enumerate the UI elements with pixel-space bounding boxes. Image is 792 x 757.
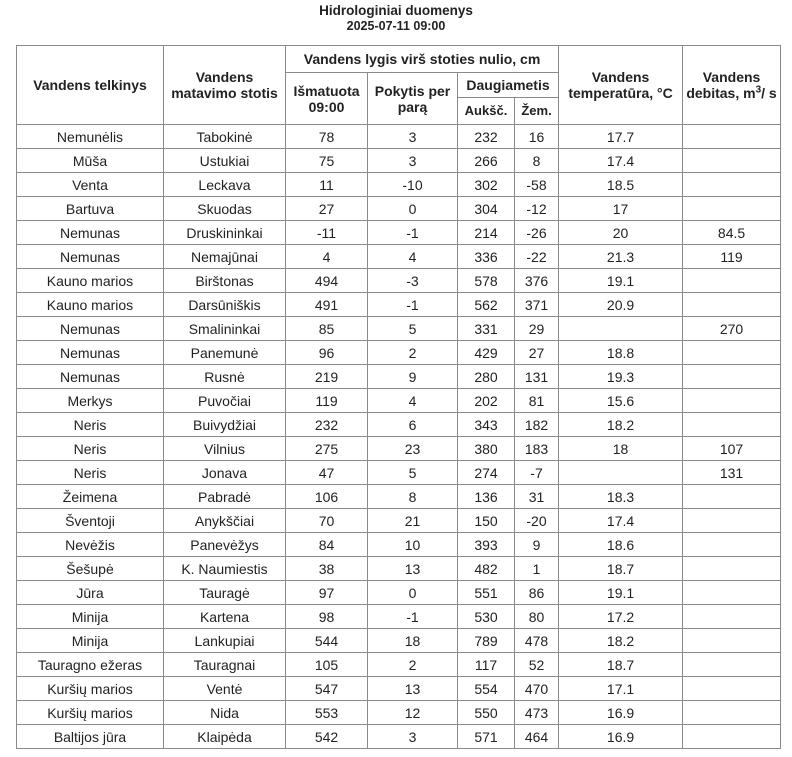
longterm-high-cell: 343 (458, 413, 515, 437)
discharge-cell (683, 413, 781, 437)
table-row (17, 725, 781, 749)
measured-level-cell: 542 (286, 725, 368, 749)
longterm-high-cell: 530 (458, 605, 515, 629)
header-discharge-sup: 3 (755, 84, 762, 96)
discharge-cell (683, 293, 781, 317)
temperature-cell: 18.6 (559, 533, 683, 557)
table-row (17, 485, 781, 509)
station-cell: Rusnė (164, 365, 286, 389)
temperature-cell: 18.8 (559, 341, 683, 365)
discharge-cell (683, 197, 781, 221)
longterm-low-cell: 131 (515, 365, 559, 389)
station-cell: Anykščiai (164, 509, 286, 533)
measured-level-cell: 547 (286, 677, 368, 701)
measured-level-cell: 106 (286, 485, 368, 509)
station-cell: Tabokinė (164, 125, 286, 149)
longterm-high-cell: 117 (458, 653, 515, 677)
measured-level-cell: 494 (286, 269, 368, 293)
longterm-high-cell: 562 (458, 293, 515, 317)
water-body-cell: Kauno marios (17, 269, 164, 293)
header-level-group: Vandens lygis virš stoties nulio, cm (286, 46, 559, 73)
station-cell: Smalininkai (164, 317, 286, 341)
level-change-cell: 18 (368, 629, 458, 653)
table-row (17, 605, 781, 629)
table-row (17, 581, 781, 605)
level-change-cell: 5 (368, 461, 458, 485)
header-station: Vandens matavimo stotis (164, 46, 286, 125)
longterm-low-cell: 9 (515, 533, 559, 557)
water-body-cell: Venta (17, 173, 164, 197)
station-cell: Tauragnai (164, 653, 286, 677)
water-body-cell: Nevėžis (17, 533, 164, 557)
longterm-high-cell: 232 (458, 125, 515, 149)
table-caption (0, 0, 792, 34)
measured-level-cell: 27 (286, 197, 368, 221)
longterm-high-cell: 554 (458, 677, 515, 701)
level-change-cell: -10 (368, 173, 458, 197)
longterm-low-cell: 376 (515, 269, 559, 293)
level-change-cell: -1 (368, 221, 458, 245)
water-body-cell: Nemunas (17, 221, 164, 245)
measured-level-cell: 96 (286, 341, 368, 365)
header-change: Pokytis per parą (368, 73, 458, 125)
longterm-low-cell: 81 (515, 389, 559, 413)
measured-level-cell: 47 (286, 461, 368, 485)
longterm-low-cell: 371 (515, 293, 559, 317)
table-row (17, 461, 781, 485)
measured-level-cell: 232 (286, 413, 368, 437)
table-row (17, 533, 781, 557)
temperature-cell: 18.7 (559, 557, 683, 581)
discharge-cell (683, 509, 781, 533)
temperature-cell: 21.3 (559, 245, 683, 269)
longterm-low-cell: 478 (515, 629, 559, 653)
measured-level-cell: 553 (286, 701, 368, 725)
water-body-cell: Neris (17, 413, 164, 437)
water-body-cell: Jūra (17, 581, 164, 605)
level-change-cell: 3 (368, 125, 458, 149)
table-row (17, 389, 781, 413)
measured-level-cell: 38 (286, 557, 368, 581)
page-title: Hidrologiniai duomenys (319, 3, 473, 18)
longterm-low-cell: 1 (515, 557, 559, 581)
discharge-cell (683, 653, 781, 677)
longterm-high-cell: 429 (458, 341, 515, 365)
longterm-low-cell: -12 (515, 197, 559, 221)
longterm-low-cell: 52 (515, 653, 559, 677)
longterm-low-cell: 86 (515, 581, 559, 605)
station-cell: Darsūniškis (164, 293, 286, 317)
table-row (17, 293, 781, 317)
station-cell: Panemunė (164, 341, 286, 365)
longterm-low-cell: 8 (515, 149, 559, 173)
water-body-cell: Merkys (17, 389, 164, 413)
level-change-cell: -1 (368, 293, 458, 317)
header-temperature: Vandens temperatūra, °C (559, 46, 683, 125)
temperature-cell: 15.6 (559, 389, 683, 413)
temperature-cell: 18.5 (559, 173, 683, 197)
station-cell: Nemajūnai (164, 245, 286, 269)
longterm-high-cell: 578 (458, 269, 515, 293)
table-row (17, 245, 781, 269)
discharge-cell: 270 (683, 317, 781, 341)
discharge-cell (683, 485, 781, 509)
longterm-low-cell: -7 (515, 461, 559, 485)
measured-level-cell: 98 (286, 605, 368, 629)
table-row (17, 437, 781, 461)
discharge-cell (683, 389, 781, 413)
level-change-cell: 9 (368, 365, 458, 389)
level-change-cell: 4 (368, 389, 458, 413)
water-body-cell: Minija (17, 629, 164, 653)
table-row (17, 509, 781, 533)
measured-level-cell: 78 (286, 125, 368, 149)
measured-level-cell: 70 (286, 509, 368, 533)
water-body-cell: Kuršių marios (17, 677, 164, 701)
water-body-cell: Šventoji (17, 509, 164, 533)
longterm-low-cell: 80 (515, 605, 559, 629)
discharge-cell (683, 629, 781, 653)
table-row (17, 149, 781, 173)
longterm-low-cell: -26 (515, 221, 559, 245)
station-cell: Klaipėda (164, 725, 286, 749)
measured-level-cell: 84 (286, 533, 368, 557)
longterm-low-cell: 29 (515, 317, 559, 341)
table-row (17, 269, 781, 293)
longterm-high-cell: 550 (458, 701, 515, 725)
longterm-low-cell: 470 (515, 677, 559, 701)
level-change-cell: 23 (368, 437, 458, 461)
water-body-cell: Nemunėlis (17, 125, 164, 149)
level-change-cell: 0 (368, 197, 458, 221)
table-row (17, 221, 781, 245)
table-row (17, 341, 781, 365)
level-change-cell: 4 (368, 245, 458, 269)
station-cell: Birštonas (164, 269, 286, 293)
longterm-high-cell: 280 (458, 365, 515, 389)
longterm-high-cell: 304 (458, 197, 515, 221)
longterm-low-cell: -20 (515, 509, 559, 533)
discharge-cell (683, 725, 781, 749)
table-row (17, 677, 781, 701)
discharge-cell (683, 269, 781, 293)
header-water-body: Vandens telkinys (17, 46, 164, 125)
temperature-cell: 17.1 (559, 677, 683, 701)
water-body-cell: Kuršių marios (17, 701, 164, 725)
longterm-high-cell: 482 (458, 557, 515, 581)
discharge-cell (683, 125, 781, 149)
longterm-low-cell: 183 (515, 437, 559, 461)
discharge-cell: 107 (683, 437, 781, 461)
table-row (17, 197, 781, 221)
table-body (17, 125, 781, 749)
longterm-low-cell: 473 (515, 701, 559, 725)
water-body-cell: Tauragno ežeras (17, 653, 164, 677)
longterm-high-cell: 150 (458, 509, 515, 533)
discharge-cell (683, 557, 781, 581)
discharge-cell (683, 677, 781, 701)
header-discharge (683, 46, 781, 125)
discharge-cell (683, 149, 781, 173)
station-cell: Ventė (164, 677, 286, 701)
measured-level-cell: -11 (286, 221, 368, 245)
level-change-cell: 8 (368, 485, 458, 509)
station-cell: Buivydžiai (164, 413, 286, 437)
measured-level-cell: 85 (286, 317, 368, 341)
longterm-low-cell: -58 (515, 173, 559, 197)
discharge-cell (683, 605, 781, 629)
temperature-cell: 19.1 (559, 269, 683, 293)
header-measured: Išmatuota 09:00 (286, 73, 368, 125)
temperature-cell (559, 317, 683, 341)
measured-level-cell: 11 (286, 173, 368, 197)
water-body-cell: Šešupė (17, 557, 164, 581)
temperature-cell: 18.7 (559, 653, 683, 677)
longterm-high-cell: 331 (458, 317, 515, 341)
discharge-cell (683, 701, 781, 725)
water-body-cell: Baltijos jūra (17, 725, 164, 749)
station-cell: Kartena (164, 605, 286, 629)
level-change-cell: 5 (368, 317, 458, 341)
table-row (17, 173, 781, 197)
measured-level-cell: 4 (286, 245, 368, 269)
measured-level-cell: 105 (286, 653, 368, 677)
station-cell: Tauragė (164, 581, 286, 605)
level-change-cell: 13 (368, 677, 458, 701)
report-date: 2025-07-11 09:00 (346, 19, 446, 33)
discharge-cell: 84.5 (683, 221, 781, 245)
level-change-cell: 21 (368, 509, 458, 533)
level-change-cell: 10 (368, 533, 458, 557)
level-change-cell: 2 (368, 653, 458, 677)
level-change-cell: 3 (368, 149, 458, 173)
temperature-cell: 16.9 (559, 725, 683, 749)
temperature-cell: 18.2 (559, 413, 683, 437)
longterm-high-cell: 380 (458, 437, 515, 461)
longterm-low-cell: 182 (515, 413, 559, 437)
level-change-cell: 13 (368, 557, 458, 581)
level-change-cell: 0 (368, 581, 458, 605)
longterm-low-cell: 31 (515, 485, 559, 509)
station-cell: Puvočiai (164, 389, 286, 413)
longterm-high-cell: 551 (458, 581, 515, 605)
discharge-cell (683, 581, 781, 605)
longterm-high-cell: 571 (458, 725, 515, 749)
station-cell: Druskininkai (164, 221, 286, 245)
discharge-cell (683, 365, 781, 389)
longterm-high-cell: 274 (458, 461, 515, 485)
discharge-cell (683, 533, 781, 557)
table-row (17, 365, 781, 389)
measured-level-cell: 75 (286, 149, 368, 173)
discharge-cell: 119 (683, 245, 781, 269)
water-body-cell: Minija (17, 605, 164, 629)
table-row (17, 701, 781, 725)
header-discharge-suffix: / s (761, 85, 777, 101)
level-change-cell: 6 (368, 413, 458, 437)
temperature-cell: 17.7 (559, 125, 683, 149)
longterm-high-cell: 336 (458, 245, 515, 269)
water-body-cell: Nemunas (17, 365, 164, 389)
water-body-cell: Kauno marios (17, 293, 164, 317)
temperature-cell: 18.3 (559, 485, 683, 509)
measured-level-cell: 544 (286, 629, 368, 653)
longterm-high-cell: 266 (458, 149, 515, 173)
station-cell: Panevėžys (164, 533, 286, 557)
discharge-cell (683, 173, 781, 197)
temperature-cell: 17.2 (559, 605, 683, 629)
longterm-low-cell: 16 (515, 125, 559, 149)
measured-level-cell: 119 (286, 389, 368, 413)
table-row (17, 317, 781, 341)
measured-level-cell: 219 (286, 365, 368, 389)
discharge-cell (683, 341, 781, 365)
longterm-high-cell: 136 (458, 485, 515, 509)
level-change-cell: -3 (368, 269, 458, 293)
temperature-cell: 17.4 (559, 509, 683, 533)
table-row (17, 557, 781, 581)
table-row (17, 413, 781, 437)
station-cell: Skuodas (164, 197, 286, 221)
station-cell: Pabradė (164, 485, 286, 509)
temperature-cell: 16.9 (559, 701, 683, 725)
measured-level-cell: 97 (286, 581, 368, 605)
station-cell: Vilnius (164, 437, 286, 461)
water-body-cell: Nemunas (17, 341, 164, 365)
level-change-cell: 3 (368, 725, 458, 749)
longterm-high-cell: 214 (458, 221, 515, 245)
station-cell: K. Naumiestis (164, 557, 286, 581)
table-row (17, 629, 781, 653)
temperature-cell: 17.4 (559, 149, 683, 173)
water-body-cell: Žeimena (17, 485, 164, 509)
header-discharge-prefix: Vandens debitas, m (686, 69, 761, 101)
temperature-cell: 18 (559, 437, 683, 461)
longterm-low-cell: 464 (515, 725, 559, 749)
temperature-cell: 20.9 (559, 293, 683, 317)
measured-level-cell: 491 (286, 293, 368, 317)
level-change-cell: -1 (368, 605, 458, 629)
measured-level-cell: 275 (286, 437, 368, 461)
water-body-cell: Neris (17, 437, 164, 461)
temperature-cell: 18.2 (559, 629, 683, 653)
water-body-cell: Mūša (17, 149, 164, 173)
temperature-cell: 20 (559, 221, 683, 245)
level-change-cell: 2 (368, 341, 458, 365)
station-cell: Lankupiai (164, 629, 286, 653)
station-cell: Nida (164, 701, 286, 725)
temperature-cell: 17 (559, 197, 683, 221)
header-high: Aukšč. (458, 98, 515, 125)
station-cell: Jonava (164, 461, 286, 485)
header-low: Žem. (515, 98, 559, 125)
table-row (17, 125, 781, 149)
temperature-cell: 19.3 (559, 365, 683, 389)
temperature-cell (559, 461, 683, 485)
water-body-cell: Neris (17, 461, 164, 485)
header-longterm: Daugiametis (458, 73, 559, 98)
longterm-high-cell: 393 (458, 533, 515, 557)
level-change-cell: 12 (368, 701, 458, 725)
longterm-high-cell: 302 (458, 173, 515, 197)
longterm-high-cell: 202 (458, 389, 515, 413)
water-body-cell: Nemunas (17, 245, 164, 269)
hydrology-table (16, 45, 781, 749)
water-body-cell: Bartuva (17, 197, 164, 221)
discharge-cell: 131 (683, 461, 781, 485)
longterm-high-cell: 789 (458, 629, 515, 653)
station-cell: Leckava (164, 173, 286, 197)
station-cell: Ustukiai (164, 149, 286, 173)
table-row (17, 653, 781, 677)
temperature-cell: 19.1 (559, 581, 683, 605)
longterm-low-cell: -22 (515, 245, 559, 269)
water-body-cell: Nemunas (17, 317, 164, 341)
longterm-low-cell: 27 (515, 341, 559, 365)
